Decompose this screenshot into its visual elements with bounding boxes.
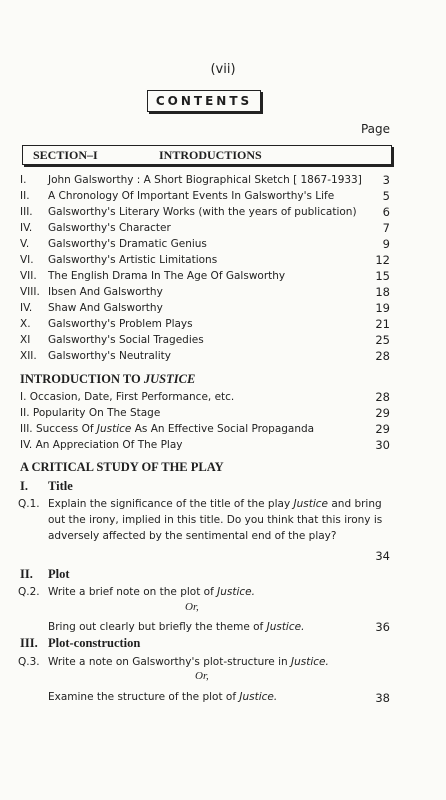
toc-text: The English Drama In The Age Of Galsworthy <box>48 270 286 282</box>
toc-text-italic: Justice <box>96 423 132 435</box>
toc-text-b: As An Effective Social Propaganda <box>131 423 315 435</box>
toc-row[interactable] <box>0 252 446 268</box>
toc-text-a: III. Success Of <box>20 423 97 435</box>
toc-page: 29 <box>375 422 390 436</box>
question-2[interactable] <box>18 584 378 600</box>
question-3[interactable] <box>18 654 378 670</box>
toc-page: 25 <box>375 333 390 347</box>
toc-page: 9 <box>382 237 390 251</box>
toc-num: XII. <box>20 350 37 362</box>
toc-row[interactable] <box>0 268 446 284</box>
subsection-num: III. <box>20 636 38 650</box>
section-header <box>22 145 392 165</box>
toc-row[interactable] <box>0 316 446 332</box>
toc-page: 28 <box>375 390 390 404</box>
toc-num: XI <box>20 334 31 346</box>
question-num: Q.2. <box>18 586 40 598</box>
toc-page: 12 <box>375 253 390 267</box>
or-separator: Or, <box>185 601 199 613</box>
toc-page: 38 <box>375 691 390 705</box>
or-separator: Or, <box>195 670 209 682</box>
toc-row[interactable] <box>0 300 446 316</box>
toc-num: IV. <box>20 222 33 234</box>
toc-text: IV. An Appreciation Of The Play <box>20 439 183 451</box>
question-text <box>48 619 388 635</box>
heading-text: INTRODUCTION TO <box>20 372 144 386</box>
heading-italic: JUSTICE <box>143 372 196 386</box>
toc-num: VI. <box>20 254 34 266</box>
q-text-a: Write a brief note on the plot of <box>48 586 218 598</box>
toc-text: Galsworthy's Social Tragedies <box>48 334 204 346</box>
toc-text: Galsworthy's Literary Works (with the years of publication) <box>48 206 357 218</box>
toc-row[interactable] <box>0 236 446 252</box>
toc-num: II. <box>20 190 30 202</box>
toc-page: 6 <box>382 205 390 219</box>
toc-row[interactable] <box>0 204 446 220</box>
toc-text: Shaw And Galsworthy <box>48 302 163 314</box>
contents-title: CONTENTS <box>147 90 261 112</box>
q-text-a: Examine the structure of the plot of <box>48 691 240 703</box>
page-number-roman: (vii) <box>210 62 236 77</box>
intro-justice-heading <box>20 372 195 387</box>
toc-page: 29 <box>375 406 390 420</box>
toc-text: Galsworthy's Dramatic Genius <box>48 238 207 250</box>
q-text-italic: Justice. <box>239 691 278 703</box>
question-text <box>48 496 388 544</box>
toc-num: V. <box>20 238 30 250</box>
toc-page: 3 <box>382 173 390 187</box>
subsection-num: I. <box>20 479 28 493</box>
toc-page: 28 <box>375 349 390 363</box>
question-text <box>48 584 388 600</box>
q-text-a: Explain the significance of the title of the play <box>48 498 294 510</box>
q-text-italic: Justice. <box>266 621 305 633</box>
toc-text: Galsworthy's Neutrality <box>48 350 171 362</box>
section-title: INTRODUCTIONS <box>159 148 262 162</box>
toc-num: III. <box>20 206 33 218</box>
toc-page: 30 <box>375 438 390 452</box>
toc-text: John Galsworthy : A Short Biographical Sketch [ 1867-1933] <box>48 174 362 186</box>
toc-row[interactable] <box>0 348 446 364</box>
toc-text: Galsworthy's Character <box>48 222 171 234</box>
toc-row[interactable] <box>0 389 446 405</box>
question-3-alt[interactable] <box>18 689 378 705</box>
subsection-num: II. <box>20 567 33 581</box>
toc-row[interactable] <box>0 405 446 421</box>
toc-row[interactable] <box>0 332 446 348</box>
question-num: Q.1. <box>18 498 40 510</box>
toc-page: 18 <box>375 285 390 299</box>
toc-row[interactable] <box>0 437 446 453</box>
toc-row[interactable] <box>0 284 446 300</box>
toc-row[interactable] <box>0 421 446 437</box>
toc-text <box>20 421 314 437</box>
page-column-label: Page <box>360 122 390 136</box>
toc-page: 7 <box>382 221 390 235</box>
toc-page: 21 <box>375 317 390 331</box>
toc-row[interactable] <box>0 172 446 188</box>
q-text-italic: Justice. <box>217 586 255 598</box>
toc-page: 15 <box>375 269 390 283</box>
toc-page: 36 <box>375 620 390 634</box>
toc-page: 19 <box>375 301 390 315</box>
toc-num: IV. <box>20 302 33 314</box>
toc-row[interactable] <box>0 220 446 236</box>
subsection-title: Plot-construction <box>48 636 141 650</box>
toc-page: 34 <box>375 549 390 563</box>
toc-num: VII. <box>20 270 37 282</box>
critical-study-heading: A CRITICAL STUDY OF THE PLAY <box>20 460 224 474</box>
toc-num: VIII. <box>20 286 40 298</box>
subsection-title: Title <box>48 479 73 493</box>
toc-text: I. Occasion, Date, First Performance, etc. <box>20 391 235 403</box>
subsection-title: Plot <box>48 567 70 581</box>
q-text-italic: Justice <box>293 498 329 510</box>
toc-row[interactable] <box>0 188 446 204</box>
toc-text: II. Popularity On The Stage <box>20 407 161 419</box>
toc-text: Ibsen And Galsworthy <box>48 286 163 298</box>
question-2-alt[interactable] <box>18 619 378 635</box>
toc-num: X. <box>20 318 31 330</box>
toc-num: I. <box>20 174 27 186</box>
question-text <box>48 654 388 670</box>
section-label: SECTION–I <box>33 148 98 162</box>
toc-page: 5 <box>382 189 390 203</box>
q-text-b: and bring out the irony, implied in this title. Do you think that this irony is adversely affected by the sentimental end of the play? <box>48 498 383 542</box>
toc-text: Galsworthy's Artistic Limitations <box>48 254 218 266</box>
q-text-italic: Justice. <box>291 656 329 668</box>
q-text-a: Write a note on Galsworthy's plot-structure in <box>48 656 292 668</box>
toc-text: A Chronology Of Important Events In Galsworthy's Life <box>48 190 335 202</box>
toc-text: Galsworthy's Problem Plays <box>48 318 193 330</box>
question-num: Q.3. <box>18 656 40 668</box>
question-text <box>48 689 388 705</box>
q-text-a: Bring out clearly but briefly the theme of <box>48 621 267 633</box>
